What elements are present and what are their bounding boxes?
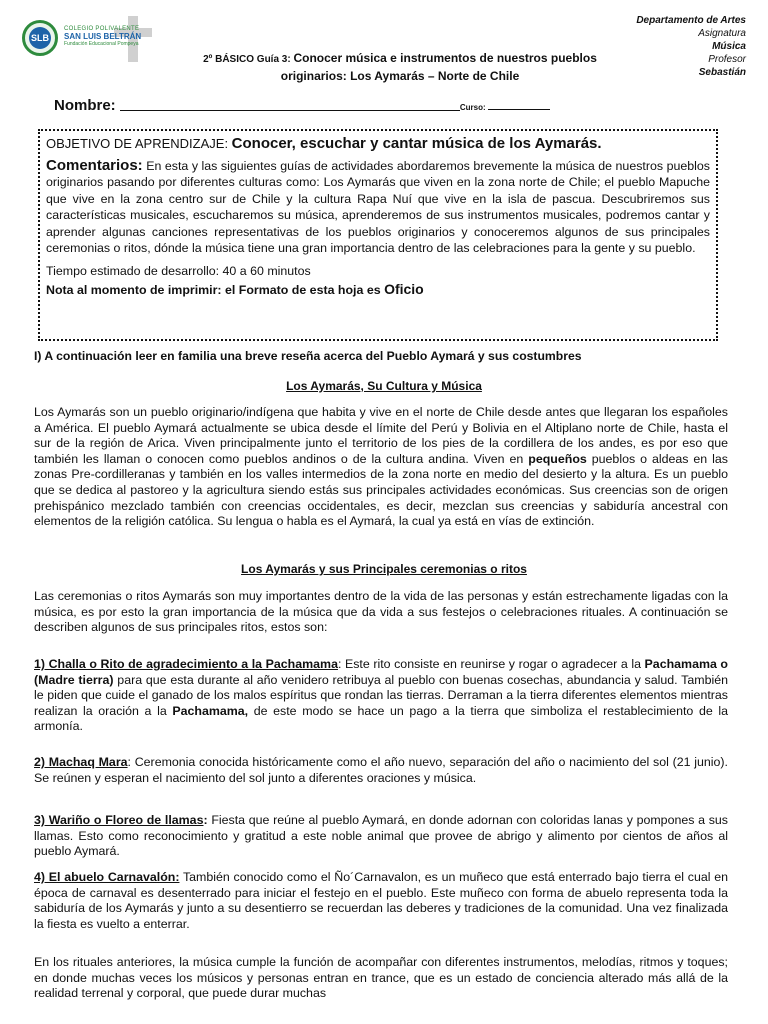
culture-paragraph bbox=[34, 405, 728, 530]
subject-name: Música bbox=[712, 41, 746, 52]
logo-emblem bbox=[22, 20, 58, 56]
comentarios-paragraph bbox=[46, 158, 710, 256]
department-name: Departamento de Artes bbox=[636, 15, 746, 26]
culture-text-start: Los Aymarás son un pueblo originario/indígena que habita y vive en el norte de Chile desde antes que llegaran los españoles a América. El pueblo Aymará actualmente se ubica desde el límite del Perú y Bolivia en el Altiplano norte de Chile, hasta el sur de la región de Arica. Viven principalmente junto el territorio de los pies de la cordillera de los andes, es por eso que también les llaman o conocen como pueblos andinos o de la cultura andina. Viven en bbox=[34, 405, 728, 466]
comentarios-label: Comentarios: bbox=[46, 157, 143, 174]
print-note-text: Nota al momento de imprimir: el Formato de esta hoja es bbox=[46, 283, 385, 298]
curso-label: Curso: bbox=[459, 103, 488, 112]
logo-line-3: Fundación Educacional Pompeya bbox=[64, 41, 139, 47]
objective-box bbox=[38, 129, 718, 341]
subject-prefix: Asignatura bbox=[698, 28, 746, 39]
rito-3-colon: : bbox=[203, 813, 208, 827]
section-title-ceremonies: Los Aymarás y sus Principales ceremonias o ritos bbox=[241, 562, 527, 576]
rito-1-bold-2: Pachamama, bbox=[172, 703, 249, 718]
rito-1-bold-1: Pachamama o (Madre tierra) bbox=[34, 657, 729, 687]
rito-1-title: 1) Challa o Rito de agradecimiento a la Pachamama bbox=[34, 657, 338, 671]
objective-label: OBJETIVO DE APRENDIZAJE bbox=[46, 136, 225, 151]
guide-level: 2º BÁSICO Guía 3: bbox=[203, 54, 294, 65]
teacher-line bbox=[636, 53, 746, 79]
rito-1-paragraph bbox=[34, 657, 728, 735]
rito-3-title: 3) Wariño o Floreo de llamas bbox=[34, 813, 204, 827]
rito-1-text-d: de este modo se hace un pago a la tierra que simboliza el restablecimiento de la armonía. bbox=[34, 703, 728, 734]
rito-4-text: También conocido como el Ño´Carnavalon, es un muñeco que está enterrado bajo tierra el cual en época de carnaval es desenterrado para iniciar el festejo en el pueblo. Este muñeco con forma de abuelo representa toda la sabiduría de los Aymarás y junto a su desentierro se recuerdan las deberes y tradiciones de la comunidad. Una vez finalizada la fiesta es vuelto a enterrar. bbox=[34, 870, 729, 931]
closing-paragraph: En los rituales anteriores, la música cumple la función de acompañar con diferentes instrumentos, melodías, ritmos y toques; en donde muchas veces los músicos y personas entran en trance, que es un estado de conciencia alterado más allá de la realidad terrenal y corporal, que puede durar muchas bbox=[34, 955, 728, 1001]
rito-3-text: Fiesta que reúne al pueblo Aymará, en donde adornan con coloridas lanas y pompones a sus llamas. Esto como reconocimiento y gratitud a este noble animal que provee de abrigo y alimento por cientos de años al pueblo Aymará. bbox=[34, 813, 729, 859]
rito-2-title: 2) Machaq Mara bbox=[34, 755, 128, 769]
department-info bbox=[636, 14, 746, 79]
guide-title-line-2: originarios: Los Aymarás – Norte de Chile bbox=[280, 69, 520, 83]
teacher-prefix: Profesor bbox=[708, 54, 746, 65]
print-note bbox=[46, 281, 710, 297]
guide-title-line-1: Conocer música e instrumentos de nuestros pueblos bbox=[293, 51, 597, 65]
culture-text-bold: pequeños bbox=[528, 451, 587, 466]
rito-4-title: 4) El abuelo Carnavalón: bbox=[34, 870, 180, 884]
rito-3-paragraph bbox=[34, 813, 728, 860]
nombre-field[interactable] bbox=[120, 96, 460, 111]
ceremonies-intro: Las ceremonias o ritos Aymarás son muy importantes dentro de la vida de las personas y están estrechamente ligadas con la música, es por esto la gran importancia de la música que da vida a sus festejos o celebraciones rituales. A continuación se describen algunos de sus principales ritos, estos son: bbox=[34, 589, 728, 635]
subject-line bbox=[636, 27, 746, 53]
culture-text-end: pueblos o aldeas en las zonas Pre-cordilleranas y también en los valles intermedios de la zona norte en medio del desierto y la altura. Es un pueblo que se dedica al pastoreo y la agricultura siendo estás sus principales actividades económicas. Sus creencias son de origen prehispánico mezclado también con creencias occidentales, es decir, mezclan sus creencias y sabiduría ancestral con elementos de la religión católica. Su lengua o habla es el Aymará, la cual ya está en vías de extinción. bbox=[34, 451, 728, 529]
rito-4-paragraph bbox=[34, 870, 728, 932]
guide-title bbox=[150, 50, 650, 84]
estimated-time: Tiempo estimado de desarrollo: 40 a 60 minutos bbox=[46, 264, 311, 279]
logo-text bbox=[64, 26, 160, 47]
logo-line-1: COLEGIO POLIVALENTE bbox=[64, 26, 140, 32]
logo-initials: SLB bbox=[29, 27, 51, 49]
section-title-culture: Los Aymarás, Su Cultura y Música bbox=[286, 379, 482, 393]
school-logo bbox=[20, 14, 160, 64]
objective-heading bbox=[46, 135, 710, 152]
logo-line-2: SAN LUIS BELTRÁN bbox=[64, 32, 142, 41]
print-note-format: Oficio bbox=[384, 281, 424, 298]
comentarios-text: En esta y las siguientes guías de actividades abordaremos brevemente la música de nuestros pueblos originarios pasando por diferentes culturas como: Los Aymarás que viven en la zona norte de Chile; el pueblo Mapuche que vive en la zona centro sur de Chile y la cultura Rapa Nuí que vive en la isla de pascua. Descubriremos sus características musicales, escucharemos su música, aprenderemos de sus instrumentos musicales, podremos cantar y aprender algunas canciones representativas de los pueblos originarios y conoceremos algunos de sus principales ceremonias o ritos, dónde la música tiene una gran importancia dentro de las celebraciones para la gente y su pueblo. bbox=[46, 159, 710, 256]
rito-2-text: : Ceremonia conocida históricamente como el año nuevo, separación del año o nacimiento del sol (21 junio). Se reúnen y esperan el nacimiento del sol junto a diferentes oraciones y música. bbox=[34, 755, 728, 785]
objective-separator: : bbox=[224, 136, 232, 151]
nombre-label: Nombre: bbox=[54, 97, 120, 114]
rito-2-paragraph bbox=[34, 755, 728, 786]
instruction-line: I) A continuación leer en familia una breve reseña acerca del Pueblo Aymará y sus costumbres bbox=[34, 349, 582, 363]
objective-text: Conocer, escuchar y cantar música de los Aymarás. bbox=[231, 135, 602, 152]
name-course-row bbox=[54, 96, 594, 115]
rito-1-text-c: para que esta durante al año venidero retribuya al pueblo con buenas cosechas, abundancia y salud. También le piden que cuide el ganado de los malos espíritus que rondan las tierras. Derraman a la tierra diferentes elementos mientras realizan la oración a la bbox=[34, 672, 728, 718]
teacher-name: Sebastián bbox=[698, 67, 746, 78]
rito-1-text-a: : Este rito consiste en reunirse y rogar o agradecer a la bbox=[337, 657, 645, 671]
curso-field[interactable] bbox=[488, 99, 550, 110]
